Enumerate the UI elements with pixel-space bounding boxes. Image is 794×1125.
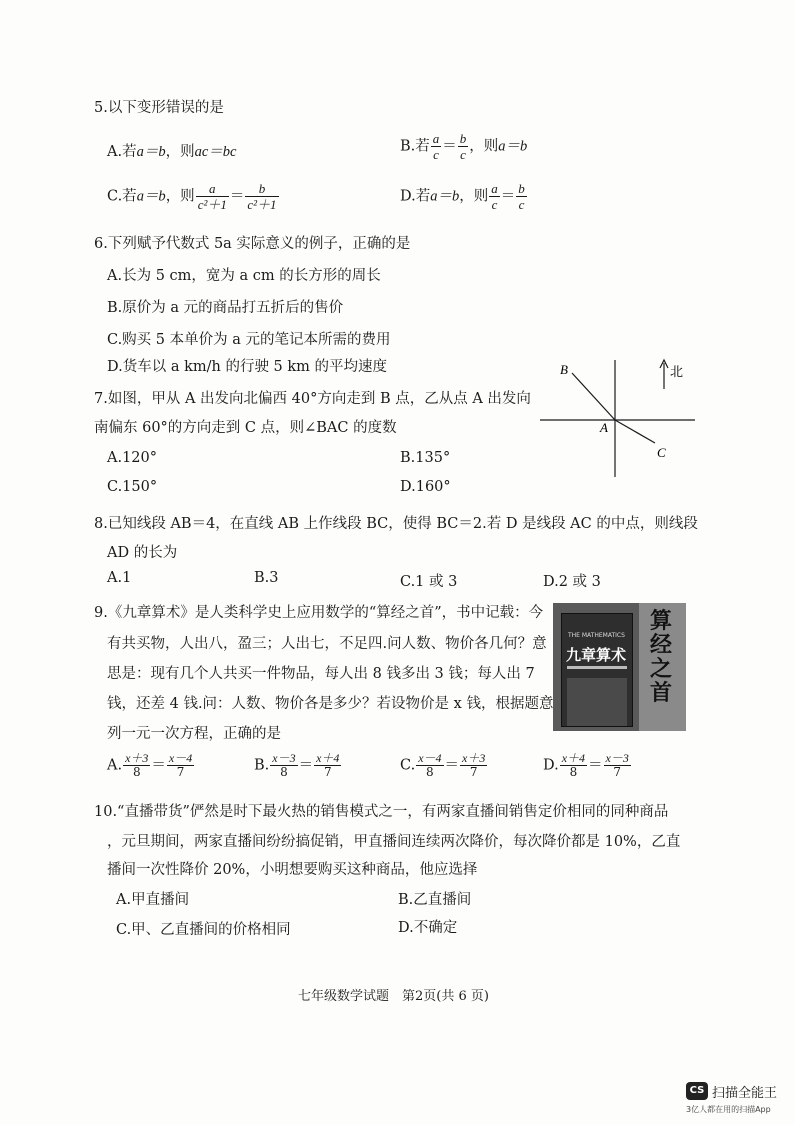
q8-option-d: D.2 或 3 bbox=[543, 574, 601, 590]
q5-d-num1: a bbox=[491, 181, 498, 196]
q9-book-side-text: 算经之首 bbox=[649, 608, 672, 706]
q7-line2: 南偏东 60°的方向走到 C 点，则∠BAC 的度数 bbox=[94, 420, 397, 436]
q5-c-den2: c²＋1 bbox=[247, 197, 277, 212]
q9-b-eqs: ＝ bbox=[298, 757, 314, 774]
q5-a-eq: a＝b bbox=[136, 144, 166, 160]
q5-option-c bbox=[107, 181, 280, 212]
q9-b-num2: x＋4 bbox=[316, 751, 340, 765]
q5-d-den1: c bbox=[491, 197, 498, 212]
q5-d-mid: ，则 bbox=[459, 188, 489, 205]
q9-a-den1: 8 bbox=[132, 765, 141, 779]
q9-d-num2: x－3 bbox=[605, 751, 629, 765]
q5-a-label: A.若 bbox=[107, 144, 137, 160]
q9-book-side bbox=[639, 603, 686, 731]
q5-b-res: a＝b bbox=[498, 138, 528, 155]
q7-ray-ac bbox=[615, 420, 655, 443]
watermark-subtitle: 3亿人都在用的扫描App bbox=[686, 1105, 771, 1114]
q10-line1: 10.“直播带货”俨然是时下最火热的销售模式之一，有两家直播间销售定价相同的同种商品 bbox=[94, 804, 669, 820]
q9-line1: 9.《九章算术》是人类科学史上应用数学的“算经之首”，书中记载：今 bbox=[94, 605, 544, 621]
q9-line3: 思是：现有几个人共买一件物品，每人出 8 钱多出 3 钱；每人出 7 bbox=[107, 666, 535, 682]
q8-option-b: B.3 bbox=[254, 570, 279, 586]
q9-a-num2: x－4 bbox=[168, 751, 193, 765]
q9-c-num1: x－4 bbox=[418, 751, 442, 765]
q5-c-num1: a bbox=[196, 181, 229, 197]
q9-b-den1: 8 bbox=[280, 765, 288, 779]
q9-d-den1: 8 bbox=[569, 765, 578, 779]
q5-c-label: C.若 bbox=[107, 188, 137, 205]
q9-a-eqs: ＝ bbox=[151, 757, 166, 774]
q9-c-eqs: ＝ bbox=[444, 757, 460, 774]
q9-line4: 钱，还差 4 钱.问：人数、物价各是多少？若设物价是 x 钱，根据题意 bbox=[107, 696, 554, 712]
q6-option-a: A.长为 5 cm，宽为 a cm 的长方形的周长 bbox=[107, 268, 381, 284]
q7-label-a: A bbox=[600, 420, 608, 435]
q5-stem: 5.以下变形错误的是 bbox=[94, 100, 224, 116]
q9-book-panel bbox=[567, 678, 627, 726]
q5-a-res: ac＝bc bbox=[194, 144, 237, 160]
q7-option-a: A.120° bbox=[107, 450, 158, 466]
q7-label-c: C bbox=[657, 445, 666, 460]
q6-option-b: B.原价为 a 元的商品打五折后的售价 bbox=[107, 300, 344, 316]
watermark-name: 扫描全能王 bbox=[712, 1086, 778, 1101]
q5-b-num2: b bbox=[459, 131, 467, 146]
q8-option-c: C.1 或 3 bbox=[400, 574, 458, 590]
q5-b-eqs: ＝ bbox=[442, 138, 457, 155]
q9-c-num2: x＋3 bbox=[462, 751, 486, 765]
q5-a-mid: ，则 bbox=[165, 144, 195, 160]
q9-option-b bbox=[254, 752, 342, 779]
q7-label-b: B bbox=[560, 362, 568, 377]
q5-option-a bbox=[107, 140, 236, 161]
q5-b-num1: a bbox=[432, 131, 440, 146]
q9-d-eqs: ＝ bbox=[588, 757, 603, 774]
q10-option-a: A.甲直播间 bbox=[116, 892, 190, 908]
q10-option-b: B.乙直播间 bbox=[398, 892, 472, 908]
q9-line2: 有共买物，人出八，盈三；人出七，不足四.问人数、物价各几何？意 bbox=[107, 636, 547, 652]
q9-book-image bbox=[553, 603, 686, 731]
q6-option-c: C.购买 5 本单价为 a 元的笔记本所需的费用 bbox=[107, 332, 391, 348]
q5-c-eqs: ＝ bbox=[229, 188, 245, 205]
q9-c-den1: 8 bbox=[426, 765, 434, 779]
q7-option-d: D.160° bbox=[400, 479, 451, 495]
q5-option-d bbox=[400, 181, 528, 212]
q7-diagram bbox=[540, 355, 700, 480]
q9-book-cover-small: THE MATHEMATICS bbox=[568, 632, 625, 639]
q6-option-d: D.货车以 a km/h 的行驶 5 km 的平均速度 bbox=[107, 359, 388, 375]
q5-b-label: B.若 bbox=[400, 138, 430, 155]
q9-book-divider bbox=[567, 666, 627, 669]
q5-b-den1: c bbox=[433, 147, 439, 162]
q9-d-den2: 7 bbox=[613, 765, 622, 779]
q9-option-d bbox=[543, 752, 632, 779]
q5-c-eq: a＝b bbox=[136, 188, 166, 205]
q5-b-den2: c bbox=[460, 147, 466, 162]
camscanner-logo-icon: CS bbox=[686, 1082, 708, 1100]
q5-b-mid: ，则 bbox=[469, 138, 499, 155]
q7-line1: 7.如图，甲从 A 出发向北偏西 40°方向走到 B 点，乙从点 A 出发向 bbox=[94, 391, 531, 407]
q9-option-c bbox=[400, 752, 488, 779]
q8-option-a: A.1 bbox=[107, 570, 132, 586]
q9-b-den2: 7 bbox=[323, 765, 332, 779]
q9-a-label: A. bbox=[107, 757, 123, 774]
page-footer: 七年级数学试题 第2页(共 6 页) bbox=[298, 989, 489, 1004]
q9-d-num1: x＋4 bbox=[561, 751, 586, 765]
q9-c-label: C. bbox=[400, 757, 416, 774]
q5-c-mid: ，则 bbox=[165, 188, 195, 205]
q9-a-den2: 7 bbox=[176, 765, 185, 779]
q9-line5: 列一元一次方程，正确的是 bbox=[107, 726, 281, 742]
q5-d-den2: c bbox=[518, 197, 525, 212]
q9-a-num1: x＋3 bbox=[125, 751, 149, 765]
q9-b-label: B. bbox=[254, 757, 270, 774]
q10-line2: ，元旦期间，两家直播间纷纷搞促销，甲直播间连续两次降价，每次降价都是 10%，乙直 bbox=[107, 834, 681, 850]
q9-book-cover-title: 九章算术 bbox=[566, 646, 627, 664]
q9-c-den2: 7 bbox=[469, 765, 478, 779]
q9-b-num1: x－3 bbox=[272, 751, 296, 765]
q5-d-eqs: ＝ bbox=[500, 188, 516, 205]
q10-option-c: C.甲、乙直播间的价格相同 bbox=[116, 922, 291, 938]
q9-d-label: D. bbox=[543, 757, 559, 774]
q7-option-c: C.150° bbox=[107, 479, 158, 495]
q5-c-num2: b bbox=[245, 181, 278, 197]
q7-label-north: 北 bbox=[670, 365, 684, 380]
q8-line1: 8.已知线段 AB＝4，在直线 AB 上作线段 BC，使得 BC＝2.若 D 是线段 AC 的中点，则线段 bbox=[94, 516, 698, 532]
q7-ray-ab bbox=[572, 373, 615, 420]
q5-option-b bbox=[400, 131, 527, 162]
q5-d-eq: a＝b bbox=[430, 188, 460, 205]
q5-d-num2: b bbox=[518, 181, 525, 196]
q9-book-cover bbox=[561, 613, 633, 727]
q5-d-label: D.若 bbox=[400, 188, 431, 205]
q10-line3: 播间一次性降价 20%，小明想要购买这种商品，他应选择 bbox=[107, 862, 478, 878]
q6-stem: 6.下列赋予代数式 5a 实际意义的例子，正确的是 bbox=[94, 236, 411, 252]
q10-option-d: D.不确定 bbox=[398, 920, 458, 936]
q9-option-a bbox=[107, 752, 195, 779]
q8-line2: AD 的长为 bbox=[107, 545, 178, 561]
q5-c-den1: c²＋1 bbox=[197, 197, 227, 212]
q7-option-b: B.135° bbox=[400, 450, 451, 466]
